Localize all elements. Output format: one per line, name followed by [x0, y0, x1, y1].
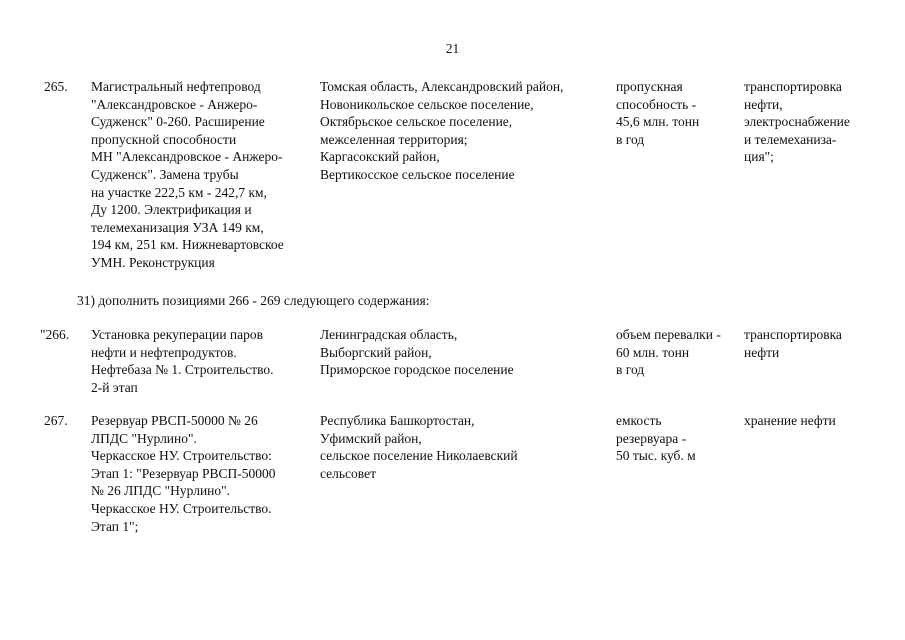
- object-purpose: транспортировка нефти, электроснабжение и телемеханиза- ция";: [744, 79, 850, 165]
- entry-number: 265.: [44, 79, 68, 94]
- object-name: Магистральный нефтепровод "Александровское - Анжеро- Судженск" 0-260. Расширение пропускной способности МН "Александровское - Анжеро- Судженск". Замена трубы на участке 222,5 км - 242,7 км, Ду 1200. Электрификация и телемеханизация УЗА 149 км, 194 км, 251 км. Нижневартовское УМН. Реконструкция: [91, 79, 284, 270]
- object-parameter: емкость резервуара - 50 тыс. куб. м: [616, 413, 696, 464]
- object-name: Установка рекуперации паров нефти и нефтепродуктов. Нефтебаза № 1. Строительство. 2-й этап: [91, 327, 274, 395]
- object-location: Томская область, Александровский район, Новоникольское сельское поселение, Октябрьское сельское поселение, межселенная территория; Каргасокский район, Вертикосское сельское поселение: [320, 79, 564, 182]
- object-location: Республика Башкортостан, Уфимский район, сельское поселение Николаевский сельсовет: [320, 413, 518, 481]
- amendment-instruction: 31) дополнить позициями 266 - 269 следующего содержания:: [77, 293, 430, 308]
- object-purpose: транспортировка нефти: [744, 327, 842, 360]
- object-purpose: хранение нефти: [744, 413, 836, 428]
- object-parameter: пропускная способность - 45,6 млн. тонн в год: [616, 79, 700, 147]
- entry-number: 267.: [44, 413, 68, 428]
- page-number: 21: [445, 41, 460, 56]
- entry-number: "266.: [40, 327, 70, 342]
- object-location: Ленинградская область, Выборгский район, Приморское городское поселение: [320, 327, 514, 378]
- object-name: Резервуар РВСП-50000 № 26 ЛПДС "Нурлино". Черкасское НУ. Строительство: Этап 1: "Резервуар РВСП-50000 № 26 ЛПДС "Нурлино". Черкасское НУ. Строительство. Этап 1";: [91, 413, 276, 534]
- object-parameter: объем перевалки - 60 млн. тонн в год: [616, 327, 721, 378]
